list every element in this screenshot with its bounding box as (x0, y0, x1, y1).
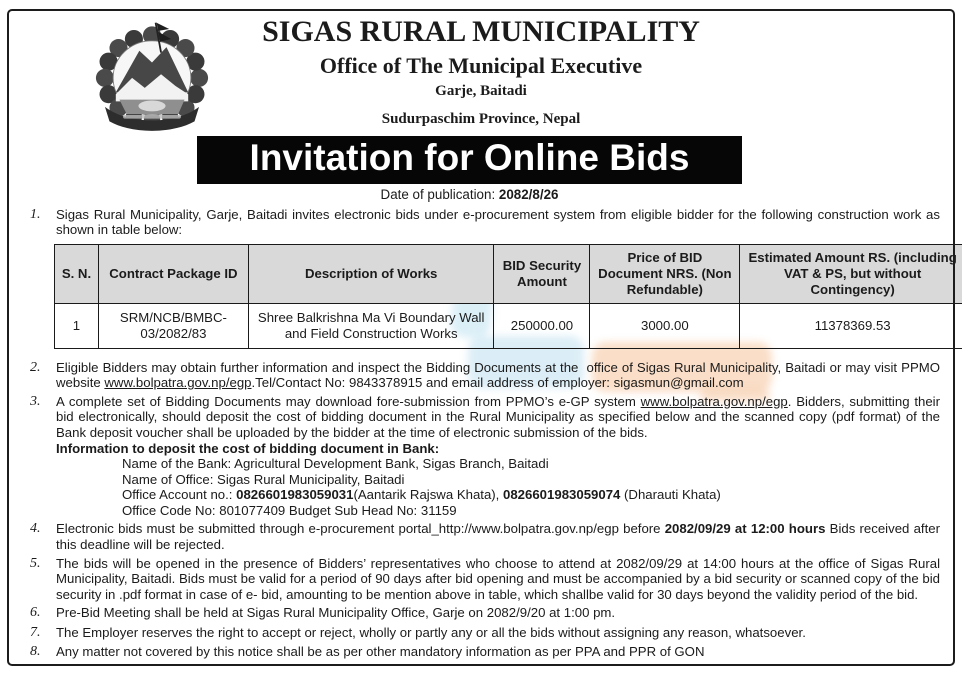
item-number: 7. (30, 624, 41, 640)
notice-item-6 (30, 605, 940, 621)
cell-bid-security: 250000.00 (494, 303, 590, 348)
notice-item-3 (30, 393, 944, 519)
publication-date (197, 187, 742, 202)
item-text: Electronic bids must be submitted through e-procurement portal_http://www.bolpatra.gov.np/egp before 2082/09/29 at 12:00 hours Bids received after this deadline will be rejected. (56, 521, 944, 553)
item-text: Any matter not covered by this notice shall be as per other mandatory information as per PPA and PPR of GON (56, 643, 705, 659)
table-row (55, 303, 962, 348)
item-number: 1. (30, 206, 41, 222)
item-text: Pre-Bid Meeting shall be held at Sigas Rural Municipality Office, Garje on 2082/9/20 at 1:00 pm. (56, 605, 616, 621)
bank-name-line: Name of the Bank: Agricultural Development Bank, Sigas Branch, Baitadi (122, 456, 549, 472)
header-description: Description of Works (248, 244, 494, 303)
item-number: 2. (30, 359, 41, 375)
office-name-line: Name of Office: Sigas Rural Municipality, Baitadi (122, 471, 405, 487)
item-number: 5. (30, 555, 41, 571)
publication-date-label: Date of publication: (380, 186, 499, 202)
item-text: Eligible Bidders may obtain further information and inspect the Bidding Documents at the office of Sigas Rural Municipality, Baitadi or may visit PPMO website www.bolpatra.gov.np/egp.Tel/Contact No: 9843378915 and email address of employer: sigasmun@gmail.com (56, 359, 944, 391)
account-numbers-line: Office Account no.: 0826601983059031(Aantarik Rajswa Khata), 0826601983059074 (Dharauti Khata) (122, 487, 721, 503)
item-number: 8. (30, 643, 41, 659)
header-sn: S. N. (55, 244, 99, 303)
invitation-banner: Invitation for Online Bids (197, 136, 742, 184)
header-estimated-amount: Estimated Amount RS. (including VAT & PS, but without Contingency) (740, 244, 962, 303)
header-bid-security: BID Security Amount (494, 244, 590, 303)
item-text: Sigas Rural Municipality, Garje, Baitadi invites electronic bids under e-procurement system from eligible bidder for the following construction work as shown in table below: (56, 206, 944, 238)
table-header-row (55, 244, 962, 303)
item-number: 3. (30, 393, 41, 409)
notice-item-4 (30, 521, 944, 553)
item-3-paragraph: A complete set of Bidding Documents may download fore-submission from PPMO’s e-GP system www.bolpatra.gov.np/egp. Bidders, submitting their bid electronically, should deposit the cost of bidding document in the Rural Municipality as specified below and the scanned copy (pdf format) of the Bank deposit voucher shall be uploaded by the bidder at the time of electronic submission of the bids. (56, 393, 944, 441)
municipality-logo (88, 20, 216, 134)
cell-estimated-amount: 11378369.53 (740, 303, 962, 348)
spacer (30, 349, 940, 360)
office-subtitle: Office of The Municipal Executive (319, 53, 643, 78)
hands-icon (138, 101, 165, 112)
notice-item-1 (30, 206, 944, 238)
notice-item-8 (30, 644, 940, 660)
province-line: Sudurpaschim Province, Nepal (381, 111, 581, 127)
notice-item-5 (30, 555, 944, 603)
cell-contract-package-id: SRM/NCB/BMBC-03/2082/83 (98, 303, 248, 348)
flag-icon (157, 23, 170, 31)
cell-sn: 1 (55, 303, 99, 348)
item-number: 6. (30, 605, 41, 621)
item-text (56, 393, 944, 519)
cell-document-price: 3000.00 (590, 303, 740, 348)
bank-info-heading: Information to deposit the cost of bidding document in Bank: (56, 440, 440, 456)
office-code-line: Office Code No: 801077409 Budget Sub Head No: 31159 (122, 502, 457, 518)
office-address: Garje, Baitadi (435, 83, 527, 99)
municipality-title: SIGAS RURAL MUNICIPALITY (262, 15, 700, 48)
header-contract-package-id: Contract Package ID (98, 244, 248, 303)
item-text: The bids will be opened in the presence of Bidders’ representatives who choose to attend at 2082/09/29 at 14:00 hours at the office of Sigas Rural Municipality, Baitadi. Bids must be valid for a period of 90 days after bid opening and must be accompanied by a bid security or scanned copy of the bid security in .pdf format in case of e- bid, amounting to be mention above in table, which shallbe valid for 30 days beyond the validity period of the bid. (56, 555, 944, 602)
publication-date-value: 2082/8/26 (498, 186, 559, 202)
item-text: The Employer reserves the right to accept or reject, wholly or partly any or all the bids without assigning any reason, whatsoever. (56, 624, 806, 640)
notice-clauses (30, 206, 957, 661)
header-document-price: Price of BID Document NRS. (Non Refundable) (590, 244, 740, 303)
notice-item-2 (30, 359, 944, 391)
cell-description: Shree Balkrishna Ma Vi Boundary Wall and Field Construction Works (248, 303, 494, 348)
notice-item-7 (30, 625, 940, 641)
item-number: 4. (30, 521, 41, 537)
bids-table (54, 244, 962, 349)
